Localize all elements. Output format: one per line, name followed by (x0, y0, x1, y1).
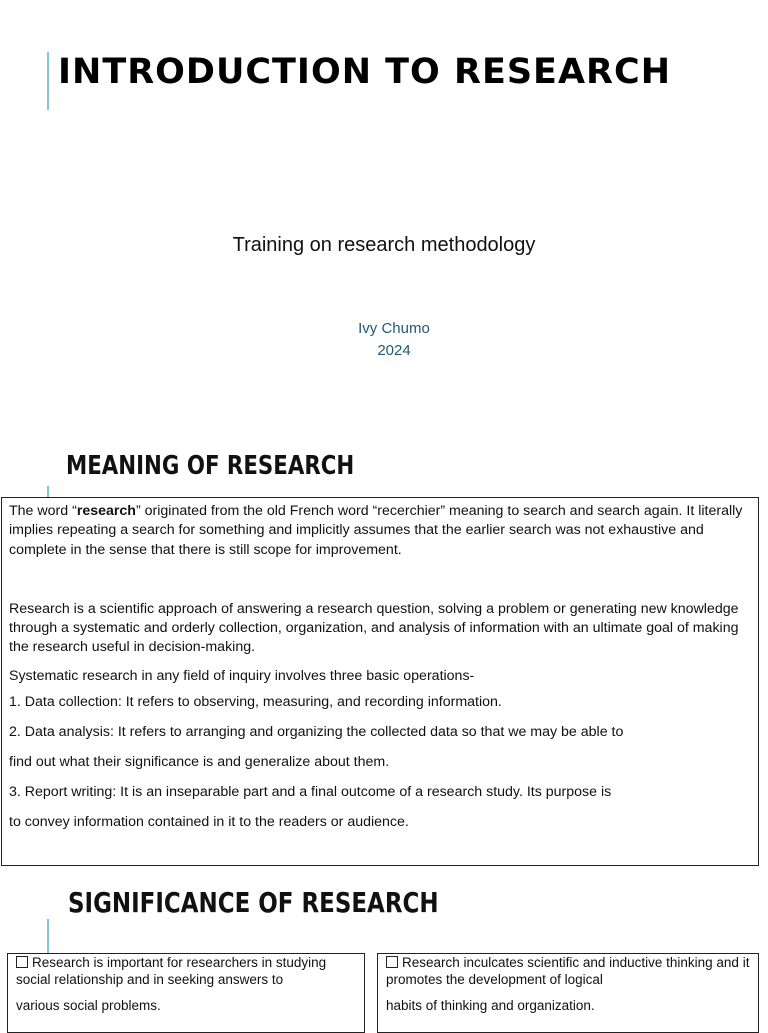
significance-left-box (7, 953, 365, 1033)
significance-heading: SIGNIFICANCE OF RESEARCH (68, 886, 439, 919)
operation-line-2-cont: find out what their significance is and generalize about them. (9, 754, 390, 771)
meaning-text-box (1, 497, 759, 866)
right-point-cont: habits of thinking and organization. (386, 998, 595, 1013)
right-point-text: Research inculcates scientific and inductive thinking and it promotes the development of logical (386, 955, 750, 987)
operation-line-3: 3. Report writing: It is an inseparable part and a final outcome of a research study. Its purpose is (9, 784, 612, 801)
p1-lead-text: The word “ (9, 503, 77, 519)
meaning-heading: MEANING OF RESEARCH (66, 451, 355, 481)
title-accent-line (47, 52, 49, 110)
checkbox-icon (386, 956, 398, 968)
title-slide (0, 0, 768, 420)
significance-right-box (377, 953, 759, 1033)
operation-line-1: 1. Data collection: It refers to observing, measuring, and recording information. (9, 694, 502, 711)
checkbox-icon (16, 956, 28, 968)
slide-title: INTRODUCTION TO RESEARCH (58, 52, 671, 92)
p1-rest-text: ” originated from the old French word “recerchier” meaning to search and search again. It literally implies repeating a search for something and implicitly assumes that the earlier search was not exhaustive and complete in the sense that there is still scope for improvement. (9, 503, 743, 558)
meaning-paragraph-2: Research is a scientific approach of answering a research question, solving a problem or generating new knowledge through a systematic and orderly collection, organization, and analysis of information with an ultimate goal of making the research useful in decision-making. (9, 600, 739, 656)
left-point-text: Research is important for researchers in studying social relationship and in seeking answers to (16, 955, 327, 987)
left-point (16, 955, 356, 988)
significance-accent-line (47, 919, 49, 955)
meaning-paragraph-3: Systematic research in any field of inquiry involves three basic operations- (9, 667, 475, 684)
presentation-year: 2024 (377, 342, 411, 359)
operation-line-2: 2. Data analysis: It refers to arranging and organizing the collected data so that we may be able to (9, 724, 624, 741)
right-point (386, 955, 750, 988)
slide-subtitle: Training on research methodology (232, 234, 536, 256)
author-block (0, 318, 768, 362)
p1-bold-term: research (76, 503, 136, 519)
left-point-cont: various social problems. (16, 998, 161, 1013)
meaning-paragraph-1 (9, 502, 751, 560)
author-name: Ivy Chumo (358, 320, 430, 337)
operation-line-3-cont: to convey information contained in it to the readers or audience. (9, 814, 409, 831)
